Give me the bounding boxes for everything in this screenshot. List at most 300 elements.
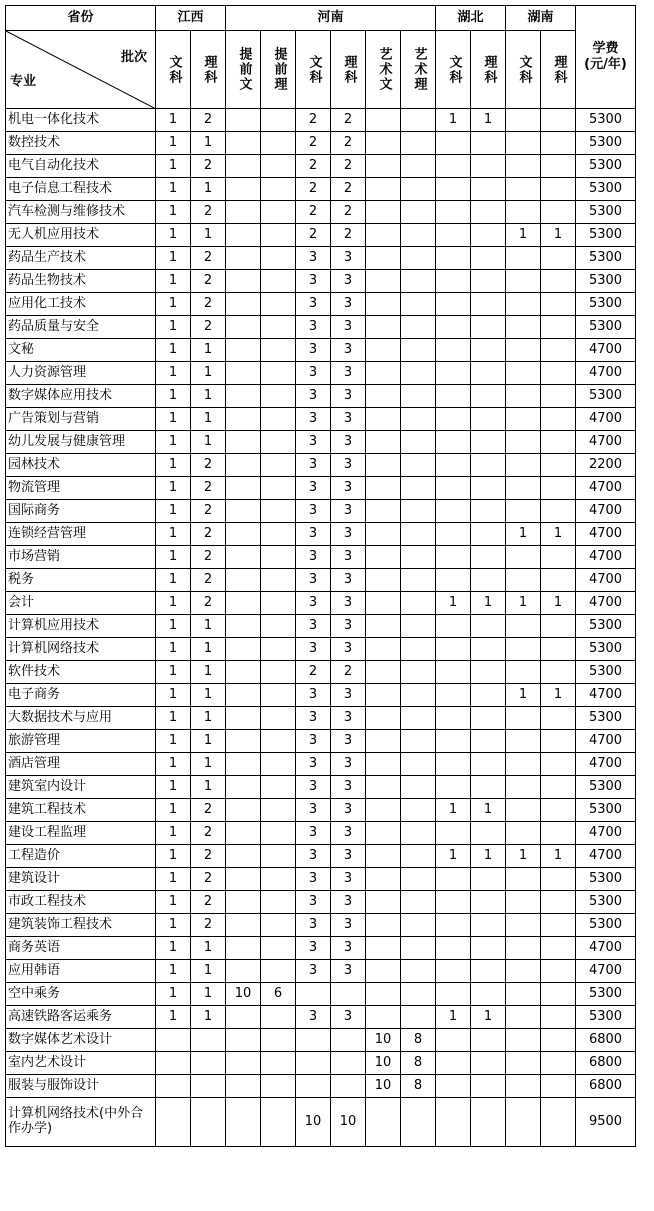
quota-cell: 3 xyxy=(296,477,331,500)
quota-cell xyxy=(401,822,436,845)
quota-cell xyxy=(331,1029,366,1052)
quota-cell xyxy=(226,132,261,155)
quota-cell: 3 xyxy=(331,730,366,753)
quota-cell xyxy=(261,477,296,500)
quota-cell: 1 xyxy=(191,132,226,155)
quota-cell: 1 xyxy=(156,661,191,684)
quota-cell: 3 xyxy=(331,684,366,707)
quota-cell: 2 xyxy=(331,109,366,132)
quota-cell xyxy=(226,523,261,546)
major-name-cell: 药品质量与安全 xyxy=(6,316,156,339)
quota-cell: 2 xyxy=(296,224,331,247)
quota-cell xyxy=(226,1075,261,1098)
fee-cell: 9500 xyxy=(576,1098,636,1147)
quota-cell xyxy=(436,454,471,477)
quota-cell: 3 xyxy=(331,868,366,891)
fee-cell: 4700 xyxy=(576,477,636,500)
quota-cell xyxy=(506,500,541,523)
quota-cell: 10 xyxy=(366,1029,401,1052)
quota-cell: 1 xyxy=(156,776,191,799)
quota-cell xyxy=(471,661,506,684)
quota-cell xyxy=(226,776,261,799)
quota-cell: 1 xyxy=(156,178,191,201)
quota-cell xyxy=(261,1029,296,1052)
fee-cell: 5300 xyxy=(576,385,636,408)
col-jx-wen: 文科 xyxy=(156,31,191,109)
quota-cell xyxy=(261,914,296,937)
quota-cell: 3 xyxy=(331,707,366,730)
quota-cell: 2 xyxy=(331,201,366,224)
quota-cell: 1 xyxy=(541,684,576,707)
quota-cell: 3 xyxy=(331,569,366,592)
quota-cell: 3 xyxy=(331,362,366,385)
quota-cell xyxy=(541,983,576,1006)
quota-cell: 3 xyxy=(296,730,331,753)
quota-cell xyxy=(366,454,401,477)
major-name-cell: 计算机应用技术 xyxy=(6,615,156,638)
major-name-cell: 数字媒体应用技术 xyxy=(6,385,156,408)
province-henan: 河南 xyxy=(226,6,436,31)
quota-cell xyxy=(226,477,261,500)
quota-cell xyxy=(191,1075,226,1098)
major-name-cell: 大数据技术与应用 xyxy=(6,707,156,730)
quota-cell: 10 xyxy=(331,1098,366,1147)
quota-cell: 1 xyxy=(191,615,226,638)
quota-cell xyxy=(226,178,261,201)
major-name-cell: 国际商务 xyxy=(6,500,156,523)
quota-cell xyxy=(541,270,576,293)
quota-cell: 1 xyxy=(471,845,506,868)
fee-cell: 5300 xyxy=(576,983,636,1006)
quota-cell xyxy=(401,1098,436,1147)
table-row xyxy=(6,1098,636,1147)
quota-cell: 2 xyxy=(191,155,226,178)
quota-cell xyxy=(226,1052,261,1075)
quota-cell: 3 xyxy=(296,937,331,960)
quota-cell xyxy=(436,983,471,1006)
quota-cell xyxy=(436,707,471,730)
quota-cell xyxy=(471,201,506,224)
quota-cell xyxy=(366,1098,401,1147)
fee-cell: 5300 xyxy=(576,891,636,914)
quota-cell xyxy=(366,293,401,316)
quota-cell xyxy=(506,960,541,983)
fee-cell: 4700 xyxy=(576,684,636,707)
quota-cell xyxy=(541,178,576,201)
quota-cell xyxy=(436,569,471,592)
quota-cell: 3 xyxy=(331,477,366,500)
quota-cell xyxy=(296,983,331,1006)
quota-cell xyxy=(471,1075,506,1098)
quota-cell: 8 xyxy=(401,1075,436,1098)
quota-cell: 3 xyxy=(296,500,331,523)
quota-cell: 3 xyxy=(331,592,366,615)
major-name-cell: 旅游管理 xyxy=(6,730,156,753)
quota-cell xyxy=(366,937,401,960)
quota-cell: 3 xyxy=(296,868,331,891)
quota-cell: 1 xyxy=(156,385,191,408)
major-name-cell: 会计 xyxy=(6,592,156,615)
quota-cell xyxy=(226,362,261,385)
quota-cell xyxy=(436,730,471,753)
quota-cell: 1 xyxy=(541,523,576,546)
quota-cell xyxy=(366,868,401,891)
col-hn-ysw: 艺术文 xyxy=(366,31,401,109)
quota-cell: 3 xyxy=(331,914,366,937)
major-name-cell: 电子信息工程技术 xyxy=(6,178,156,201)
quota-cell xyxy=(401,868,436,891)
fee-cell: 4700 xyxy=(576,592,636,615)
quota-cell: 2 xyxy=(296,109,331,132)
quota-cell xyxy=(401,592,436,615)
quota-cell xyxy=(261,684,296,707)
quota-cell xyxy=(401,983,436,1006)
fee-cell: 4700 xyxy=(576,546,636,569)
table-row xyxy=(6,707,636,730)
quota-cell xyxy=(541,385,576,408)
quota-cell xyxy=(471,385,506,408)
quota-cell xyxy=(401,638,436,661)
quota-cell: 3 xyxy=(331,385,366,408)
quota-cell xyxy=(541,822,576,845)
quota-cell: 1 xyxy=(191,983,226,1006)
quota-cell: 3 xyxy=(331,247,366,270)
quota-cell: 1 xyxy=(436,109,471,132)
fee-cell: 4700 xyxy=(576,339,636,362)
quota-cell xyxy=(191,1052,226,1075)
quota-cell xyxy=(401,684,436,707)
quota-cell: 1 xyxy=(471,109,506,132)
quota-cell xyxy=(506,914,541,937)
quota-cell: 3 xyxy=(331,316,366,339)
table-row xyxy=(6,178,636,201)
quota-cell xyxy=(436,201,471,224)
quota-cell xyxy=(261,293,296,316)
quota-cell: 2 xyxy=(191,316,226,339)
quota-cell: 10 xyxy=(366,1052,401,1075)
quota-cell xyxy=(471,178,506,201)
quota-cell xyxy=(296,1029,331,1052)
quota-cell: 1 xyxy=(436,592,471,615)
quota-cell: 2 xyxy=(296,201,331,224)
quota-cell: 1 xyxy=(156,500,191,523)
quota-cell xyxy=(436,753,471,776)
quota-cell: 2 xyxy=(191,891,226,914)
quota-cell: 1 xyxy=(156,247,191,270)
quota-cell xyxy=(366,615,401,638)
table-row xyxy=(6,546,636,569)
quota-cell xyxy=(261,109,296,132)
table-row xyxy=(6,960,636,983)
quota-cell: 1 xyxy=(506,224,541,247)
quota-cell xyxy=(366,960,401,983)
quota-cell: 1 xyxy=(156,201,191,224)
quota-cell xyxy=(261,385,296,408)
quota-cell xyxy=(366,1006,401,1029)
quota-cell xyxy=(506,776,541,799)
quota-cell xyxy=(471,1052,506,1075)
quota-cell: 3 xyxy=(296,684,331,707)
quota-cell xyxy=(401,201,436,224)
table-row xyxy=(6,500,636,523)
quota-cell xyxy=(436,224,471,247)
quota-cell: 3 xyxy=(296,546,331,569)
quota-cell xyxy=(401,178,436,201)
quota-cell xyxy=(471,339,506,362)
quota-cell: 1 xyxy=(156,638,191,661)
quota-cell: 1 xyxy=(541,592,576,615)
quota-cell: 2 xyxy=(191,546,226,569)
quota-cell: 1 xyxy=(191,224,226,247)
quota-cell: 3 xyxy=(296,845,331,868)
quota-cell xyxy=(471,937,506,960)
table-row xyxy=(6,454,636,477)
quota-cell xyxy=(471,684,506,707)
fee-cell: 5300 xyxy=(576,178,636,201)
quota-cell: 3 xyxy=(331,270,366,293)
quota-cell: 3 xyxy=(296,960,331,983)
quota-cell: 3 xyxy=(331,753,366,776)
quota-cell: 3 xyxy=(331,523,366,546)
col-hn-li: 理科 xyxy=(331,31,366,109)
major-name-cell: 数控技术 xyxy=(6,132,156,155)
quota-cell xyxy=(541,799,576,822)
quota-cell: 1 xyxy=(191,730,226,753)
quota-cell xyxy=(471,707,506,730)
quota-cell xyxy=(226,868,261,891)
fee-cell: 5300 xyxy=(576,799,636,822)
quota-cell: 3 xyxy=(296,385,331,408)
quota-cell: 1 xyxy=(156,891,191,914)
quota-cell xyxy=(401,477,436,500)
quota-cell: 1 xyxy=(156,937,191,960)
fee-cell: 5300 xyxy=(576,914,636,937)
table-row xyxy=(6,408,636,431)
quota-cell xyxy=(541,730,576,753)
fee-cell: 4700 xyxy=(576,362,636,385)
quota-cell xyxy=(366,362,401,385)
quota-cell xyxy=(506,1098,541,1147)
quota-cell xyxy=(436,247,471,270)
quota-cell xyxy=(436,523,471,546)
quota-cell: 1 xyxy=(191,1006,226,1029)
quota-cell: 1 xyxy=(156,868,191,891)
major-name-cell: 税务 xyxy=(6,569,156,592)
quota-cell: 10 xyxy=(226,983,261,1006)
quota-cell xyxy=(261,339,296,362)
quota-cell: 3 xyxy=(296,339,331,362)
quota-cell xyxy=(226,661,261,684)
quota-cell xyxy=(401,753,436,776)
quota-cell xyxy=(331,1052,366,1075)
quota-cell xyxy=(226,1029,261,1052)
quota-cell xyxy=(261,224,296,247)
quota-cell xyxy=(401,661,436,684)
quota-cell: 1 xyxy=(191,937,226,960)
quota-cell xyxy=(541,362,576,385)
quota-cell xyxy=(541,753,576,776)
quota-cell: 1 xyxy=(156,615,191,638)
quota-cell xyxy=(506,431,541,454)
quota-cell xyxy=(471,638,506,661)
major-name-cell: 电气自动化技术 xyxy=(6,155,156,178)
quota-cell: 1 xyxy=(191,707,226,730)
quota-cell xyxy=(401,891,436,914)
quota-cell xyxy=(541,914,576,937)
quota-cell: 3 xyxy=(331,822,366,845)
fee-cell: 5300 xyxy=(576,270,636,293)
quota-cell xyxy=(401,1006,436,1029)
quota-cell xyxy=(366,316,401,339)
fee-cell: 4700 xyxy=(576,523,636,546)
quota-cell: 3 xyxy=(296,615,331,638)
quota-cell: 1 xyxy=(156,960,191,983)
quota-cell xyxy=(331,983,366,1006)
quota-cell xyxy=(541,109,576,132)
quota-cell xyxy=(156,1029,191,1052)
quota-cell xyxy=(226,454,261,477)
quota-cell xyxy=(541,937,576,960)
quota-cell: 3 xyxy=(296,247,331,270)
quota-cell xyxy=(366,776,401,799)
quota-cell: 1 xyxy=(156,546,191,569)
quota-cell xyxy=(261,201,296,224)
quota-cell xyxy=(261,707,296,730)
quota-cell xyxy=(191,1098,226,1147)
major-name-cell: 服装与服饰设计 xyxy=(6,1075,156,1098)
quota-cell xyxy=(506,937,541,960)
quota-cell xyxy=(506,661,541,684)
quota-cell xyxy=(401,362,436,385)
quota-cell xyxy=(506,362,541,385)
quota-cell: 2 xyxy=(191,592,226,615)
major-label: 专业 xyxy=(10,74,37,90)
quota-cell xyxy=(471,293,506,316)
quota-cell: 3 xyxy=(296,822,331,845)
quota-cell: 1 xyxy=(156,408,191,431)
fee-cell: 4700 xyxy=(576,845,636,868)
quota-cell xyxy=(261,362,296,385)
quota-cell xyxy=(436,293,471,316)
major-name-cell: 建筑设计 xyxy=(6,868,156,891)
quota-cell: 1 xyxy=(156,224,191,247)
quota-cell xyxy=(226,753,261,776)
quota-cell: 2 xyxy=(296,178,331,201)
quota-cell: 1 xyxy=(156,316,191,339)
quota-cell xyxy=(191,1029,226,1052)
fee-cell: 4700 xyxy=(576,500,636,523)
quota-cell xyxy=(366,523,401,546)
fee-cell: 4700 xyxy=(576,753,636,776)
quota-cell: 1 xyxy=(156,799,191,822)
quota-cell xyxy=(436,822,471,845)
quota-cell xyxy=(471,270,506,293)
major-name-cell: 室内艺术设计 xyxy=(6,1052,156,1075)
quota-cell xyxy=(541,615,576,638)
quota-cell: 6 xyxy=(261,983,296,1006)
quota-cell xyxy=(261,1006,296,1029)
quota-cell xyxy=(261,868,296,891)
quota-cell xyxy=(541,661,576,684)
table-row xyxy=(6,270,636,293)
table-row xyxy=(6,155,636,178)
quota-cell xyxy=(226,500,261,523)
quota-cell: 1 xyxy=(541,224,576,247)
fee-cell: 5300 xyxy=(576,155,636,178)
quota-cell xyxy=(541,1052,576,1075)
major-name-cell: 建设工程监理 xyxy=(6,822,156,845)
quota-cell xyxy=(366,661,401,684)
fee-cell: 4700 xyxy=(576,408,636,431)
quota-cell xyxy=(261,661,296,684)
table-row xyxy=(6,1052,636,1075)
quota-cell xyxy=(506,178,541,201)
major-name-cell: 计算机网络技术(中外合作办学) xyxy=(6,1098,156,1147)
quota-cell xyxy=(261,155,296,178)
quota-cell xyxy=(541,569,576,592)
quota-cell xyxy=(366,546,401,569)
quota-cell: 2 xyxy=(331,155,366,178)
major-name-cell: 连锁经营管理 xyxy=(6,523,156,546)
quota-cell xyxy=(506,132,541,155)
diagonal-line xyxy=(6,31,156,109)
quota-cell: 3 xyxy=(331,776,366,799)
quota-cell: 3 xyxy=(296,891,331,914)
quota-cell xyxy=(436,477,471,500)
quota-cell xyxy=(471,569,506,592)
major-name-cell: 园林技术 xyxy=(6,454,156,477)
quota-cell xyxy=(156,1052,191,1075)
quota-cell: 1 xyxy=(191,178,226,201)
quota-cell xyxy=(436,500,471,523)
quota-cell xyxy=(506,730,541,753)
quota-cell xyxy=(401,707,436,730)
quota-cell xyxy=(226,408,261,431)
quota-cell xyxy=(226,684,261,707)
quota-cell xyxy=(471,960,506,983)
major-name-cell: 应用化工技术 xyxy=(6,293,156,316)
quota-cell xyxy=(471,914,506,937)
quota-cell: 3 xyxy=(296,707,331,730)
quota-cell xyxy=(366,845,401,868)
quota-cell xyxy=(261,753,296,776)
quota-cell: 1 xyxy=(191,661,226,684)
quota-cell xyxy=(506,891,541,914)
quota-cell xyxy=(506,983,541,1006)
quota-cell xyxy=(226,960,261,983)
quota-cell xyxy=(471,1098,506,1147)
quota-cell xyxy=(471,753,506,776)
quota-cell: 1 xyxy=(436,799,471,822)
quota-cell xyxy=(226,270,261,293)
quota-cell: 3 xyxy=(331,615,366,638)
quota-cell xyxy=(226,569,261,592)
major-name-cell: 人力资源管理 xyxy=(6,362,156,385)
quota-cell: 3 xyxy=(331,1006,366,1029)
table-row xyxy=(6,385,636,408)
quota-cell xyxy=(541,776,576,799)
fee-cell: 2200 xyxy=(576,454,636,477)
col-hn-ysl: 艺术理 xyxy=(401,31,436,109)
quota-cell xyxy=(436,431,471,454)
quota-cell: 2 xyxy=(191,270,226,293)
quota-cell xyxy=(366,638,401,661)
table-row xyxy=(6,661,636,684)
table-row xyxy=(6,247,636,270)
quota-cell: 1 xyxy=(156,1006,191,1029)
quota-cell: 1 xyxy=(506,523,541,546)
quota-cell xyxy=(226,385,261,408)
